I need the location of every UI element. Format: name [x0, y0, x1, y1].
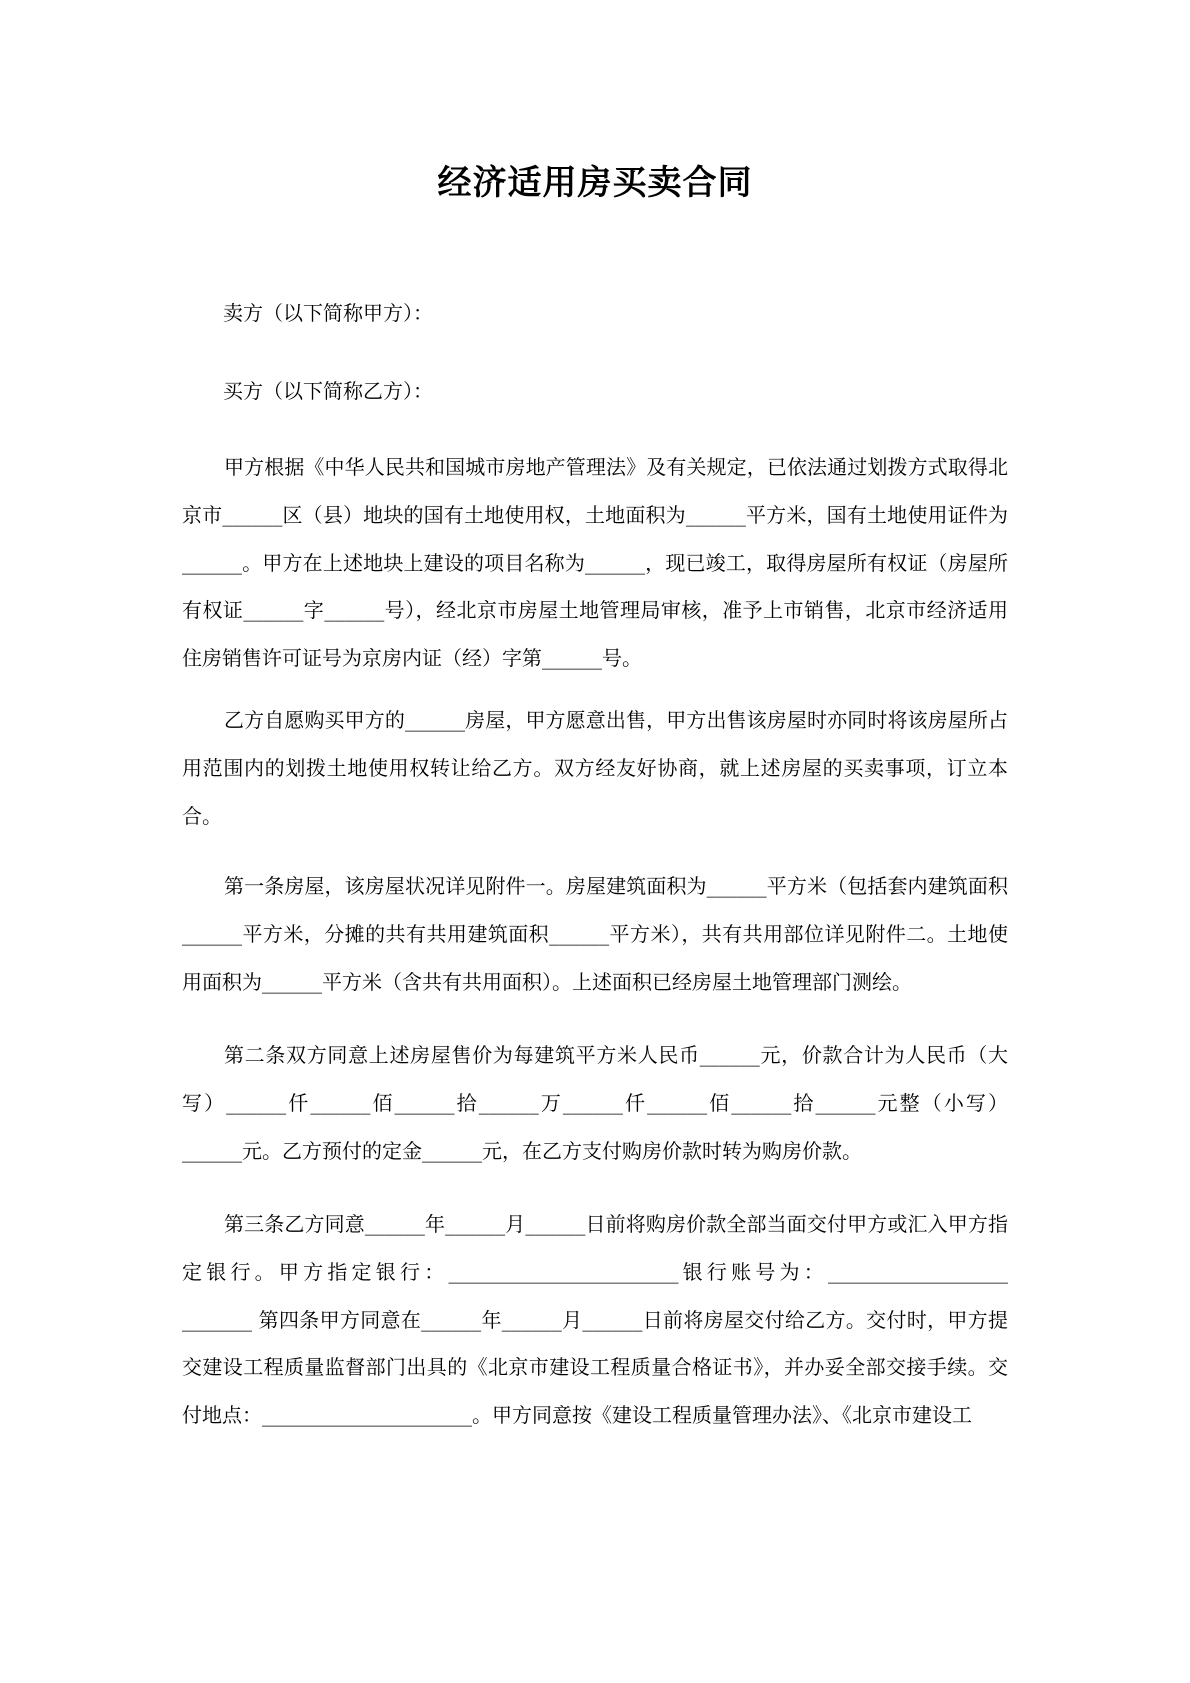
- paragraph-land-use-rights: 甲方根据《中华人民共和国城市房地产管理法》及有关规定，已依法通过划拨方式取得北京市______区（县）地块的国有土地使用权，土地面积为______平方米，国有土地使用证件为______。甲方在上述地块上建设的项目名称为______，现已竣工，取得房屋所有权证（房屋所有权证______字______号），经北京市房屋土地管理局审核，准予上市销售，北京市经济适用住房销售许可证号为京房内证（经）字第______号。: [182, 455, 1008, 671]
- paragraph-article-3-4: 第三条乙方同意______年______月______日前将购房价款全部当面交付甲方或汇入甲方指定银行。甲方指定银行：_______________________银行账号为：__________________ _______ 第四条甲方同意在______年______月______日前将房屋交付给乙方。交付时，甲方提交建设工程质量监督部门出具的《北京市建设工程质量合格证书》，并办妥全部交接手续。交付地点：_____________________。甲方同意按《建设工程质量管理办法》、《北京市建设工: [182, 1212, 1015, 1428]
- seller-line: 卖方（以下简称甲方）：: [223, 301, 433, 325]
- document-title: 经济适用房买卖合同: [437, 163, 753, 203]
- paragraph-article-1: 第一条房屋，该房屋状况详见附件一。房屋建筑面积为______平方米（包括套内建筑面积______平方米，分摊的共有共用建筑面积______平方米），共有共用部位详见附件二。土地使用面积为______平方米（含共有共用面积）。上述面积已经房屋土地管理部门测绘。: [182, 874, 1008, 994]
- paragraph-article-2: 第二条双方同意上述房屋售价为每建筑平方米人民币______元，价款合计为人民币（大写）______仟______佰______拾______万______仟______佰______拾______元整（小写）______元。乙方预付的定金______元，在乙方支付购房价款时转为购房价款。: [182, 1043, 1008, 1163]
- paragraph-purchase-intent: 乙方自愿购买甲方的______房屋，甲方愿意出售，甲方出售该房屋时亦同时将该房屋所占用范围内的划拨土地使用权转让给乙方。双方经友好协商，就上述房屋的买卖事项，订立本合。: [182, 708, 1008, 828]
- buyer-line: 买方（以下简称乙方）：: [223, 379, 433, 403]
